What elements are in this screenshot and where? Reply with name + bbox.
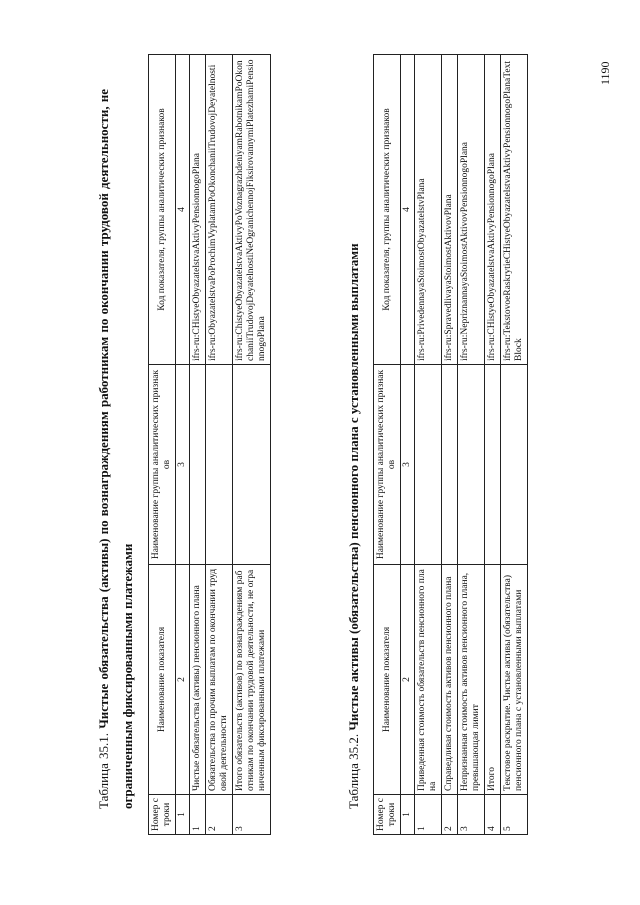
table1 (148, 54, 271, 835)
row-number: 1 (415, 795, 442, 835)
table-row (501, 55, 528, 835)
table2-header-cell: Наименование показателя (374, 565, 401, 795)
table-row (190, 55, 206, 835)
table1-index-cell: 1 (176, 795, 190, 835)
row-name: Приведенная стоимость обязательств пенсионного плана (415, 565, 442, 795)
table2-caption-prefix: Таблица 35.2. (346, 733, 361, 809)
table2-caption-title: Чистые активы (обязательства) пенсионного плана с установленными выплатами (346, 243, 361, 731)
table-row (415, 55, 442, 835)
table2-index-cell: 1 (401, 795, 415, 835)
table1-index-cell: 3 (176, 365, 190, 565)
table-row (458, 55, 485, 835)
row-group (233, 365, 271, 565)
row-number: 1 (190, 795, 206, 835)
row-name: Справедливая стоимость активов пенсионного плана (442, 565, 458, 795)
row-group (458, 365, 485, 565)
table2-caption (342, 89, 366, 809)
table2 (373, 54, 528, 835)
row-number: 3 (458, 795, 485, 835)
row-group (501, 365, 528, 565)
page-number: 1190 (598, 61, 612, 85)
table2-index-cell: 4 (401, 55, 415, 365)
table1-header-cell: Номер строки (149, 795, 176, 835)
row-group (442, 365, 458, 565)
table1-header-cell: Код показателя, группы аналитических признаков (149, 55, 176, 365)
row-number: 3 (233, 795, 271, 835)
table2-header-cell: Код показателя, группы аналитических признаков (374, 55, 401, 365)
row-number: 4 (485, 795, 501, 835)
table2-index-cell: 3 (401, 365, 415, 565)
table-row (206, 55, 233, 835)
row-code: ifrs-ru:ObyazatelstvaPoProchimVyplatamPoOkonchaniiTrudovojDeyatelnosti (206, 55, 233, 365)
table2-index-cell: 2 (401, 565, 415, 795)
row-name: Чистые обязательства (активы) пенсионного плана (190, 565, 206, 795)
row-code: ifrs-ru:ChistyeObyazatelstvaAktivyPoVoznagrazhdeniyamRabotnikamPoOkonchaniiTrudovojDeyatelnostiNeOgranichennojFiksirovannymiPlatezhamiPensionnogoPlana (233, 55, 271, 365)
row-name: Текстовое раскрытие. Чистые активы (обязательства) пенсионного плана с установленными выплатами (501, 565, 528, 795)
row-number: 5 (501, 795, 528, 835)
row-code: ifrs-ru:SpravedlivayaStoimostAktivovPlana (442, 55, 458, 365)
table1-index-cell: 2 (176, 565, 190, 795)
table-row (485, 55, 501, 835)
table1-caption (92, 89, 140, 809)
row-group (485, 365, 501, 565)
row-number: 2 (442, 795, 458, 835)
row-name: Итого (485, 565, 501, 795)
row-name: Итого обязательств (активов) по вознаграждениям работникам по окончании трудовой деятельности, не ограниченным фиксированными платежами (233, 565, 271, 795)
row-group (190, 365, 206, 565)
table2-index-row (401, 55, 415, 835)
row-name: Обязательства по прочим выплатам по окончании трудовой деятельности (206, 565, 233, 795)
table1-caption-prefix: Таблица 35.1. (96, 732, 111, 809)
row-name: Непризнанная стоимость активов пенсионного плана, превышающая лимит (458, 565, 485, 795)
table2-header-cell: Наименование группы аналитических признаков (374, 365, 401, 565)
table2-header-cell: Номер строки (374, 795, 401, 835)
table1-caption-title: Чистые обязательства (активы) по вознаграждениям работникам по окончании трудовой деятельности, не ограниченным фиксированными платежами (96, 88, 135, 809)
table1-index-cell: 4 (176, 55, 190, 365)
row-code: ifrs-ru:CHistyeObyazatelstvaAktivyPensionnogoPlana (485, 55, 501, 365)
table2-header-row (374, 55, 401, 835)
table1-index-row (176, 55, 190, 835)
table1-header-row (149, 55, 176, 835)
table-row (233, 55, 271, 835)
row-code: ifrs-ru:NepriznannayaStoimostAktivovPensionnogoPlana (458, 55, 485, 365)
row-code: ifrs-ru:TekstovoeRaskrytieCHistyeObyazatelstvaAktivyPensionnogoPlanaTextBlock (501, 55, 528, 365)
row-group (415, 365, 442, 565)
row-group (206, 365, 233, 565)
table1-header-cell: Наименование показателя (149, 565, 176, 795)
table-row (442, 55, 458, 835)
row-code: ifrs-ru:PrivedennayaStoimostObyazatelstvPlana (415, 55, 442, 365)
row-code: ifrs-ru:CHistyeObyazatelstvaAktivyPensionnogoPlana (190, 55, 206, 365)
table1-header-cell: Наименование группы аналитических признаков (149, 365, 176, 565)
row-number: 2 (206, 795, 233, 835)
